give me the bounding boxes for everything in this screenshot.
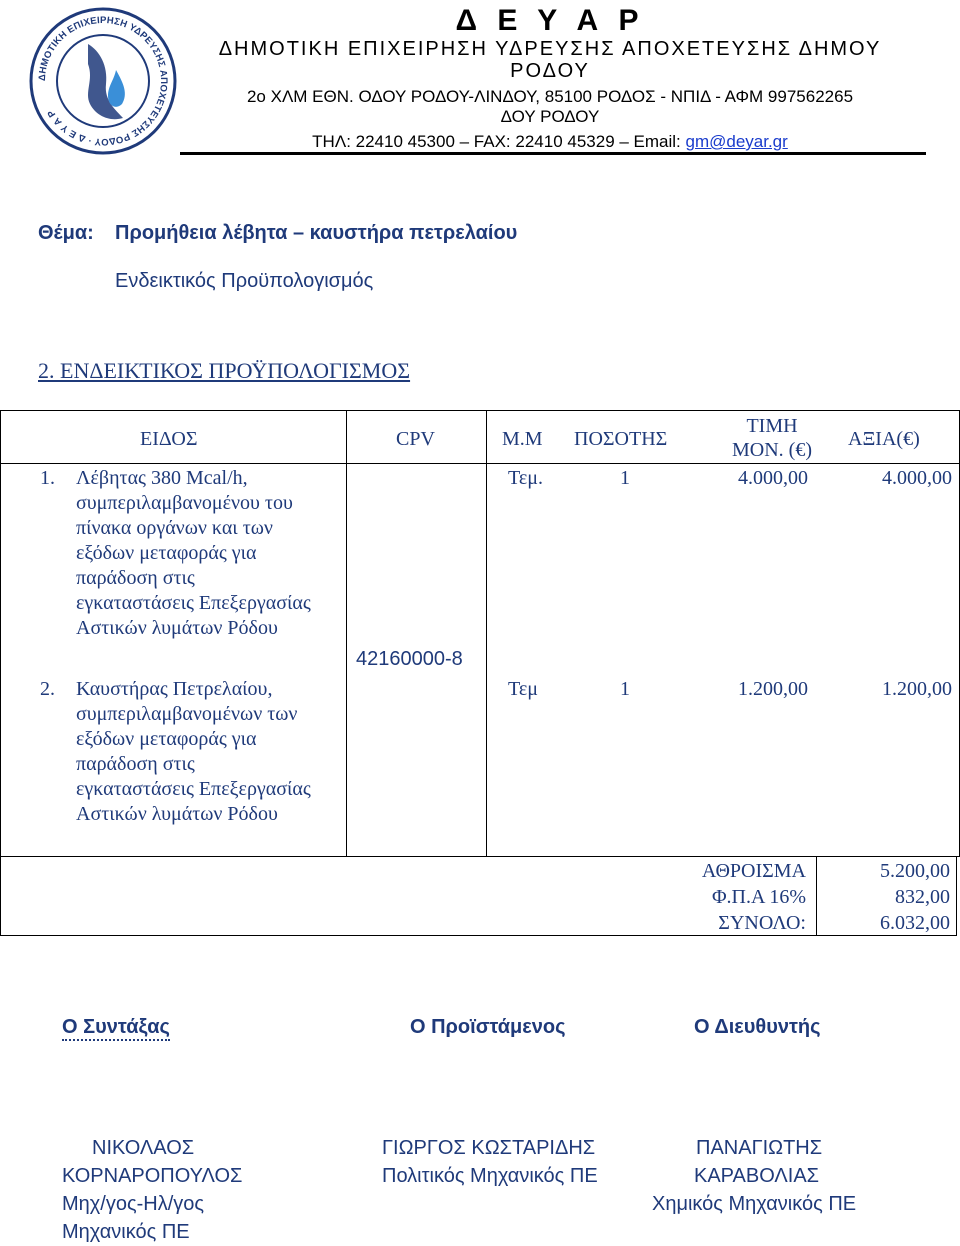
description-line: εγκαταστάσεις Επεξεργασίας [76,592,311,614]
description-line: εξόδων μεταφοράς για [76,542,257,564]
total-label: ΑΘΡΟΙΣΜΑ [701,860,806,882]
table-bottom-border [0,935,957,936]
description-line: Αστικών λυμάτων Ρόδου [76,803,278,825]
cpv-right-border [486,410,487,856]
grand-total-label: ΣΥΝΟΛΟ: [718,912,806,934]
header-unit-price [722,414,822,462]
estimate-title: Ενδεικτικός Προϋπολογισμός [115,270,374,292]
row-description [76,677,311,827]
org-full-name [200,38,900,82]
header-cpv: CPV [396,428,435,450]
author-first-name: ΝΙΚΟΛΑΟΣ [92,1137,195,1159]
header-price-line2: ΜΟΝ. (€) [732,439,812,461]
header-quantity: ΠΟΣΟΤΗΣ [574,428,668,450]
contact-phones: ΤΗΛ: 22410 45300 – FAX: 22410 45329 – Email: [312,132,686,151]
row-unit-price: 1.200,00 [738,678,808,700]
signature-title-supervisor: Ο Προϊστάμενος [410,1016,566,1038]
description-line: Καυστήρας Πετρελαίου, [76,678,273,700]
row-number: 1. [40,467,55,489]
section-title: 2. ΕΝΔΕΙΚΤΙΚΟΣ ΠΡΟΫΠΟΛΟΓΙΣΜΟΣ [38,358,411,383]
director-first-name: ΠΑΝΑΓΙΩΤΗΣ [696,1137,823,1159]
supervisor-name-block [382,1134,598,1190]
description-line: πίνακα οργάνων και των [76,517,273,539]
author-surname: ΚΟΡΝΑΡΟΠΟΥΛΟΣ [62,1165,243,1187]
table-left-border [0,410,1,936]
description-line: εξόδων μεταφοράς για [76,728,257,750]
author-name-block [62,1134,242,1246]
header-item: ΕΙΔΟΣ [140,428,198,450]
header-unit: Μ.Μ [502,428,543,450]
row-number: 2. [40,678,55,700]
header-price-line1: ΤΙΜΗ [746,415,798,437]
row-unit-price: 4.000,00 [738,467,808,489]
org-acronym: Δ Ε Υ Α Ρ [455,4,645,37]
description-line: συμπεριλαμβανομένου του [76,492,293,514]
description-line: παράδοση στις [76,753,195,775]
description-line: εγκαταστάσεις Επεξεργασίας [76,778,311,800]
row-quantity: 1 [620,467,630,489]
org-address: 2ο ΧΛΜ ΕΘΝ. ΟΔΟΥ ΡΟΔΟΥ-ΛΙΝΔΟΥ, 85100 ΡΟΔΟΣ - ΝΠΙΔ - ΑΦΜ 997562265 [246,87,854,106]
director-role: Χημικός Μηχανικός ΠΕ [652,1193,857,1215]
director-surname: ΚΑΡΑΒΟΛΙΑΣ [694,1165,820,1187]
director-name-block [652,1134,856,1218]
row-quantity: 1 [620,678,630,700]
totals-divider [816,856,817,936]
vat-label: Φ.Π.Α 16% [711,886,806,908]
description-line: παράδοση στις [76,567,195,589]
org-address-block [200,87,900,127]
totals-right-border [956,856,957,936]
header-value: ΑΞΙΑ(€) [848,428,920,450]
subject-label: Θέμα: [38,222,94,244]
deyar-logo [28,6,178,156]
header-divider [180,152,926,155]
author-role: Μηχανικός ΠΕ [62,1221,190,1243]
description-line: Αστικών λυμάτων Ρόδου [76,617,278,639]
subject-text: Προμήθεια λέβητα – καυστήρα πετρελαίου [115,222,518,244]
org-contact [200,132,900,152]
signature-title-director: Ο Διευθυντής [694,1016,821,1038]
supervisor-role: Πολιτικός Μηχανικός ΠΕ [382,1165,598,1187]
author-specialty: Μηχ/γος-Ηλ/γος [62,1193,205,1215]
signature-title-author: Ο Συντάξας [62,1016,170,1041]
org-name-line2: ΡΟΔΟΥ [510,60,590,82]
description-line: συμπεριλαμβανομένων των [76,703,298,725]
vat-value: 832,00 [895,886,950,908]
row-description [76,466,311,641]
description-line: Λέβητας 380 Mcal/h, [76,467,248,489]
org-name-line1: ΔΗΜΟΤΙΚΗ ΕΠΙΧΕΙΡΗΣΗ ΥΔΡΕΥΣΗΣ ΑΠΟΧΕΤΕΥΣΗΣ ΔΗΜΟΥ [218,38,882,60]
logo-ring-text: ΔΗΜΟΤΙΚΗ ΕΠΙΧΕΙΡΗΣΗ ΥΔΡΕΥΣΗΣ ΑΠΟΧΕΤΕΥΣΗΣ ΡΟΔΟΥ · Δ Ε Υ Α Ρ [36,14,170,148]
table-top-border [0,410,960,411]
cpv-left-border [346,410,347,856]
row-value: 4.000,00 [882,467,952,489]
header-bottom-border [0,463,960,464]
row-unit: Τεμ. [508,467,543,489]
total-value: 5.200,00 [880,860,950,882]
cpv-code: 42160000-8 [356,648,463,670]
email-link[interactable]: gm@deyar.gr [685,132,788,151]
grand-total-value: 6.032,00 [880,912,950,934]
row-value: 1.200,00 [882,678,952,700]
supervisor-name: ΓΙΩΡΓΟΣ ΚΩΣΤΑΡΙΔΗΣ [382,1137,596,1159]
row-unit: Τεμ [508,678,538,700]
org-tax-office: ΔΟΥ ΡΟΔΟΥ [500,107,600,126]
